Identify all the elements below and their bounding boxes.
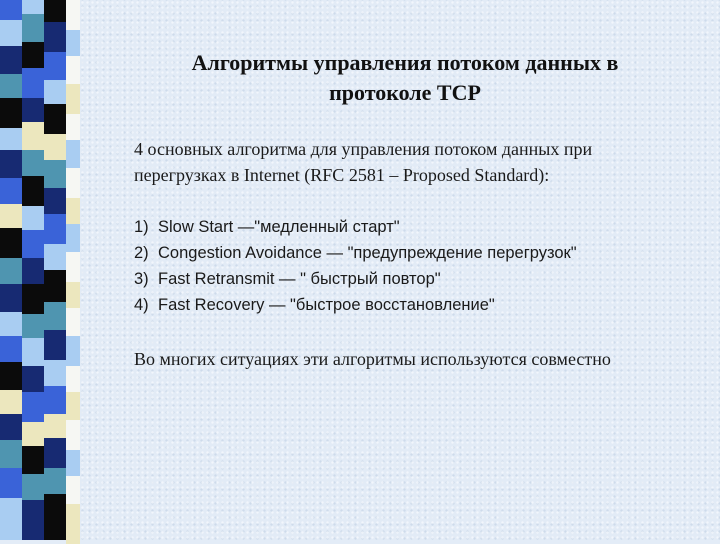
list-item-number: 3) — [134, 270, 149, 288]
list-item-number: 1) — [134, 218, 149, 236]
list-item-number: 2) — [134, 244, 149, 262]
slide-title — [110, 48, 700, 108]
list-item-text: Fast Retransmit — " быстрый повтор" — [158, 270, 441, 288]
list-item — [134, 214, 714, 240]
slide-body — [134, 136, 714, 390]
list-item — [134, 292, 714, 318]
intro-line-1: 4 основных алгоритма для управления потоком данных при — [134, 139, 593, 159]
list-item — [134, 266, 714, 292]
slide-title-line-2: протоколе TCP — [329, 80, 481, 105]
intro-line-2: перегрузках в Internet (RFC 2581 – Proposed Standard): — [134, 165, 550, 185]
closing-paragraph: Во многих ситуациях эти алгоритмы используются совместно — [134, 349, 611, 369]
list-item — [134, 240, 714, 266]
stripe-column-edge — [66, 0, 80, 540]
stripe-column-middle — [22, 0, 44, 540]
slide-title-line-1: Алгоритмы управления потоком данных в — [191, 50, 619, 75]
list-item-number: 4) — [134, 296, 149, 314]
algorithm-list — [134, 214, 714, 318]
decorative-stripe-bar — [0, 0, 84, 540]
list-item-text: Congestion Avoidance — "предупреждение перегрузок" — [158, 244, 577, 262]
intro-paragraph — [134, 136, 714, 188]
list-item-text: Slow Start —"медленный старт" — [158, 218, 400, 236]
stripe-column-right — [44, 0, 66, 540]
list-item-text: Fast Recovery — "быстрое восстановление" — [158, 296, 495, 314]
stripe-column-left — [0, 0, 22, 540]
